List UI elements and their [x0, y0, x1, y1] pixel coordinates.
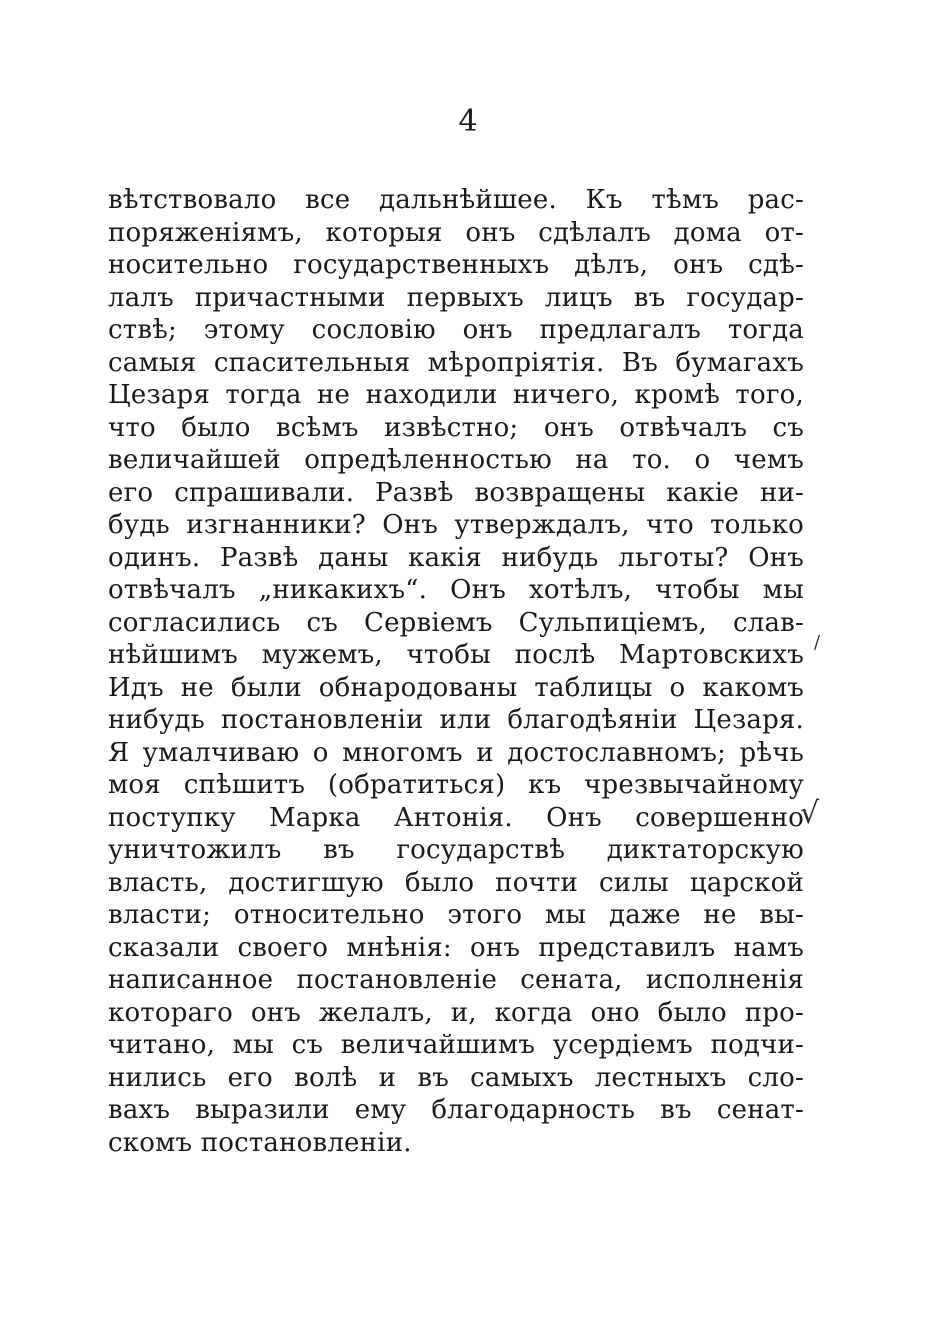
text-line: скомъ постановленіи.	[108, 1127, 412, 1158]
text-line: моя спѣшитъ (обратиться) къ чрезвычайному	[108, 770, 804, 800]
text-line: Я умалчиваю о многомъ и достославномъ; рѣчь	[108, 737, 804, 768]
text-line: самыя спасительныя мѣропріятія. Въ бумагахъ	[108, 347, 804, 378]
text-line: нибудь постановленіи или благодѣяніи Цезаря.	[108, 705, 804, 735]
text-line: лалъ причастными первыхъ лицъ въ государ-	[108, 282, 804, 313]
text-line: власть, достигшую было почти силы царской	[108, 867, 804, 898]
text-line: что было всѣмъ извѣстно; онъ отвѣчалъ съ	[108, 412, 804, 443]
text-line: Идъ не были обнародованы таблицы о какомъ	[108, 672, 804, 703]
margin-check-mark: √	[800, 796, 820, 831]
text-line: его спрашивали. Развѣ возвращены какіе ни-	[108, 477, 804, 508]
text-line: Цезаря тогда не находили ничего, кромѣ того,	[108, 380, 804, 410]
text-line: ствѣ; этому сословію онъ предлагалъ тогда	[108, 315, 804, 345]
text-line: нѣйшимъ мужемъ, чтобы послѣ Мартовскихъ	[108, 640, 804, 670]
text-line: сказали своего мнѣнія: онъ представилъ намъ	[108, 932, 804, 963]
text-line: вѣтствовало все дальнѣйшее. Къ тѣмъ рас-	[108, 185, 804, 215]
text-line: носительно государственныхъ дѣлъ, онъ сдѣ-	[108, 250, 804, 280]
text-line: нились его волѣ и въ самыхъ лестныхъ сло-	[108, 1062, 804, 1093]
body-text	[108, 184, 804, 1159]
page-number: 4	[458, 104, 478, 139]
text-line: власти; относительно этого мы даже не вы-	[108, 900, 804, 930]
text-line: вахъ выразили ему благодарность въ сенат-	[108, 1095, 804, 1125]
text-line: поступку Марка Антонія. Онъ совершенно	[108, 802, 804, 833]
text-line: одинъ. Развѣ даны какія нибудь льготы? Онъ	[108, 542, 804, 573]
text-line: согласились съ Сервіемъ Сульпиціемъ, слав-	[108, 607, 804, 638]
text-line: поряженіямъ, которыя онъ сдѣлалъ дома от-	[108, 217, 804, 248]
text-line: написанное постановленіе сената, исполненія	[108, 965, 804, 995]
text-line: уничтожилъ въ государствѣ диктаторскую	[108, 835, 804, 865]
text-line: котораго онъ желалъ, и, когда оно было про-	[108, 997, 804, 1028]
text-line: величайшей опредѣленностью на то. о чемъ	[108, 445, 804, 475]
text-line: будь изгнанники? Онъ утверждалъ, что только	[108, 510, 804, 540]
margin-slash-mark: /	[814, 632, 821, 653]
text-line: читано, мы съ величайшимъ усердіемъ подчи-	[108, 1030, 804, 1060]
text-line: отвѣчалъ „никакихъ“. Онъ хотѣлъ, чтобы мы	[108, 575, 804, 605]
